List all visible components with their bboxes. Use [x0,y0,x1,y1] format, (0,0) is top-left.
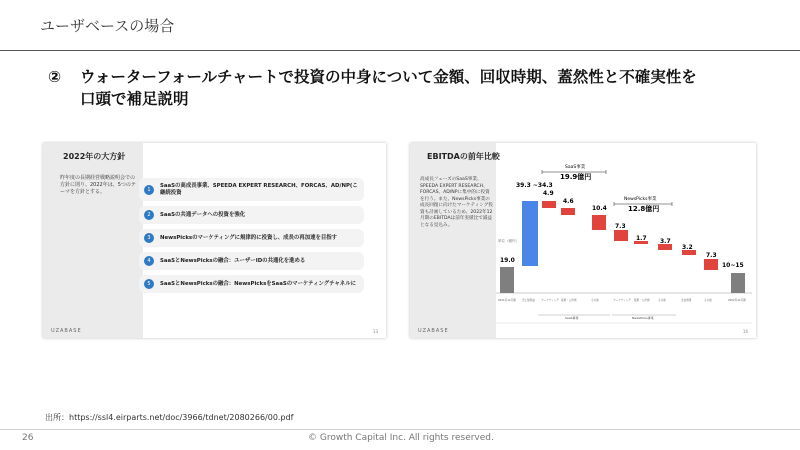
footer-divider [0,429,800,430]
cat-label: その他 [591,299,599,302]
label-2022: 10~15 [722,262,744,269]
subtitle-line1: ウォーターフォールチャートで投資の中身について金額、回収時期、蓋然性と不確実性を [80,68,697,86]
bar-saas-other [592,215,606,230]
label-saas-other: 10.4 [592,205,607,212]
label-np-marketing: 7.3 [615,223,626,230]
uzabase-logo: UZABASE [418,328,449,334]
cat-label: 2022年12月期 [728,299,746,302]
list-item-text: SaaSとNewsPicksの融合：ユーザーIDの共通化を進める [160,257,306,264]
list-item-text: SaaSの共通データへの投資を強化 [160,211,246,218]
label-other: 7.3 [706,252,717,259]
bar-np-marketing [614,230,628,241]
cat-label: 2021年12月期 [498,299,516,302]
source-citation: 出所：https://ssl4.eirparts.net/doc/3966/tdnet/2080266/00.pdf [45,413,294,422]
header-divider [0,50,800,51]
subtitle-number: ② [48,68,62,86]
copyright: © Growth Capital Inc. All rights reserved. [308,433,494,443]
label-saas-hr: 4.6 [563,198,574,205]
label-corporate: 3.2 [682,244,693,251]
label-2021: 19.0 [500,257,515,264]
bar-2021 [500,267,514,293]
waterfall-chart [410,143,756,338]
np-group-label: NewsPicks事業 [632,316,654,320]
list-number-badge: 3 [144,233,154,243]
bar-other [704,259,718,270]
slide-description: 昨年度の長期経営戦略説明会での方針に則り、2022年は、5つのテーマを方針とする。 [60,175,136,195]
label-gross-profit: 39.3 ~34.3 [516,182,553,189]
list-number-badge: 2 [144,210,154,220]
cat-label: 採用・人件費 [634,299,650,302]
cat-label: マーケティング [541,299,559,302]
subtitle-line2: 口頭で補足説明 [80,90,189,108]
subtitle [48,66,768,110]
slide-page-number: 13 [372,329,378,334]
cat-label: 採用・人件費 [561,299,577,302]
saas-group-label: SaaS事業 [565,316,579,320]
saas-bracket-label: SaaS事業 [565,165,586,170]
list-item-text: NewsPicksのマーケティングに規律的に投資し、成長の再加速を目指す [160,234,338,241]
list-number-badge: 1 [144,185,154,195]
label-saas-marketing: 4.9 [543,190,554,197]
list-item [139,252,364,270]
page-title: ユーザベースの場合 [40,17,175,35]
bar-gross-profit [522,201,538,266]
list-number-badge: 4 [144,256,154,266]
slide-title: EBITDAの前年比較 [427,152,500,161]
list-item [139,178,364,201]
list-item-text: SaaSの高成長事業、SPEEDA EXPERT RESEARCH、FORCAS、AD/NP(こ 継続投資 [160,182,358,196]
uzabase-logo: UZABASE [51,328,82,334]
list-item [139,229,364,247]
label-np-hr: 1.7 [636,235,647,242]
cat-label: 全社費用 [681,299,692,302]
slide-page-number: 16 [742,329,748,334]
cat-label: マーケティング [613,299,631,302]
saas-bracket-value: 19.9億円 [560,173,592,181]
list-item [139,206,364,224]
slide-description: 高成長フェーズのSaaS事業、SPEEDA EXPERT RESEARCH、FORCAS、AD/NPに集中的に投資を行う。また、NewsPicks事業の成長回復に向けたマーケティング投資も計画しているため、2022年12月期のEBITDAは前年実績比で減益となる見込み。 [420,177,493,228]
list-number-badge: 5 [144,279,154,289]
slide-sidebar [43,143,143,338]
label-np-other: 3.7 [660,238,671,245]
list-item-text: SaaSとNewsPicksの融合：NewsPicksをSaaSのマーケティングチャネルに [160,280,356,287]
slide-thumbnail-policy [43,143,386,338]
page-number: 26 [22,433,34,443]
bar-2022 [731,273,745,293]
list-item [139,275,364,293]
slide-thumbnail-ebitda [410,143,756,338]
np-bracket-value: 12.8億円 [628,205,660,213]
bar-saas-hr [561,208,575,215]
cat-label: その他 [704,299,712,302]
chart-unit-label: 単位（億円） [498,239,519,243]
policy-list [139,178,364,298]
slide-title: 2022年の大方針 [63,152,126,161]
cat-label: その他 [658,299,666,302]
np-bracket-label: NewsPicks事業 [624,197,657,202]
bar-saas-marketing [542,201,556,208]
cat-label: 売上総利益 [522,299,535,302]
